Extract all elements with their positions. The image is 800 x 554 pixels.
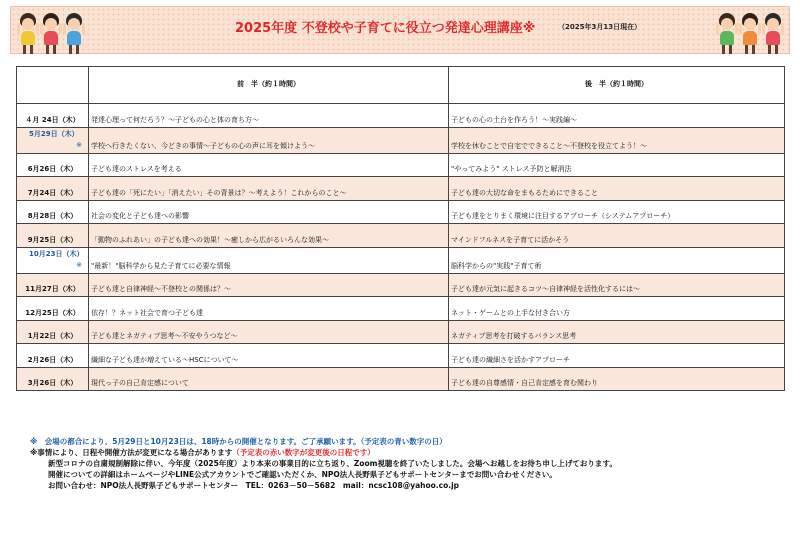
table-row <box>17 297 785 321</box>
session-date: 11月27日（木） <box>17 273 89 297</box>
table-row <box>17 127 785 153</box>
first-half-topic: 「動物のふれあい」の子ども達への効果！～癒しから広がるいろんな効果～ <box>89 224 449 248</box>
table-row <box>17 153 785 177</box>
first-half-topic: "最新！"脳科学から見た子育てに必要な情報 <box>89 247 449 273</box>
second-half-topic: 子ども達が元気に起きるコツ～自律神経を活性化するには～ <box>449 273 785 297</box>
note-mark: ※ <box>76 260 82 269</box>
note-schedule-change <box>30 447 770 458</box>
second-half-topic: ネット・ゲームとの上手な付き合い方 <box>449 297 785 321</box>
table-row <box>17 224 785 248</box>
child-figure <box>716 9 738 55</box>
table-row <box>17 367 785 391</box>
table-row <box>17 273 785 297</box>
session-date: 2月26日（木） <box>17 344 89 368</box>
session-date-text: 10月23日（木） <box>29 249 84 258</box>
first-half-topic: 発達心理って何だろう？～子どもの心と体の育ち方～ <box>89 104 449 128</box>
notes-section <box>30 436 770 491</box>
child-figure <box>40 9 62 55</box>
second-half-topic: マインドフルネスを子育てに活かそう <box>449 224 785 248</box>
session-date: 6月26日（木） <box>17 153 89 177</box>
second-half-topic: 子どもの心の土台を作ろう！～実践編～ <box>449 104 785 128</box>
child-figure <box>17 9 39 55</box>
note-red-date-explanation: （予定表の赤い数字が変更後の日程です） <box>232 448 375 457</box>
note-venue-time: ※ 会場の都合により、5月29日と10月23日は、18時からの開催となります。ご了承願います。（予定表の青い数字の日） <box>30 437 447 446</box>
note-details: 開催についての詳細はホームページやLINE公式アカウントでご確認いただくか、NPO法人長野県子どもサポートセンターまでお問い合わせください。 <box>48 470 557 479</box>
note-contact: お問い合わせ：NPO法人長野県子どもサポートセンター TEL：0263－50－5682 mail：ncsc108@yahoo.co.jp <box>48 481 460 490</box>
table-row <box>17 177 785 201</box>
children-illustration-right <box>716 9 785 55</box>
second-half-topic: 子ども達の繊細さを活かすアプローチ <box>449 344 785 368</box>
table-row <box>17 247 785 273</box>
session-date <box>17 127 89 153</box>
schedule-table <box>16 66 785 391</box>
second-half-topic: "やってみよう" ストレス予防と解消法 <box>449 153 785 177</box>
note-zoom-ended: 新型コロナの自粛規制解除に伴い、今年度（2025年度）より本来の事業目的に立ち返り、Zoom視聴を終了いたしました。会場へお越しをお待ち申し上げております。 <box>48 459 617 468</box>
first-half-topic: 現代っ子の自己肯定感について <box>89 367 449 391</box>
table-row <box>17 320 785 344</box>
session-date: 9月25日（木） <box>17 224 89 248</box>
first-half-topic: 依存！？ネット社会で育つ子ども達 <box>89 297 449 321</box>
session-date: 3月26日（木） <box>17 367 89 391</box>
second-half-topic: 脳科学からの"実践"子育て術 <box>449 247 785 273</box>
child-figure <box>63 9 85 55</box>
session-date: ４月 24日（木） <box>17 104 89 128</box>
session-date: 8月28日（木） <box>17 200 89 224</box>
child-figure <box>739 9 761 55</box>
second-half-topic: ネガティブ思考を打破するバランス思考 <box>449 320 785 344</box>
session-date <box>17 247 89 273</box>
session-date: 7月24日（木） <box>17 177 89 201</box>
as-of-date: （2025年3月13日現在） <box>558 23 642 31</box>
child-figure <box>762 9 784 55</box>
second-half-topic: 子ども達の自尊感情・自己肯定感を育む関わり <box>449 367 785 391</box>
table-header-second-half: 後 半（約１時間） <box>449 67 785 104</box>
second-half-topic: 学校を休むことで自宅でできること～不登校を役立てよう！～ <box>449 127 785 153</box>
second-half-topic: 子ども達をとりまく環境に注目するアプローチ（システムアプローチ） <box>449 200 785 224</box>
session-date: 12月25日（木） <box>17 297 89 321</box>
session-date-text: 5月29日（木） <box>29 129 79 138</box>
table-row <box>17 200 785 224</box>
table-header-first-half: 前 半（約１時間） <box>89 67 449 104</box>
table-header-date <box>17 67 89 104</box>
title-banner <box>10 6 790 54</box>
session-date: 1月22日（木） <box>17 320 89 344</box>
first-half-topic: 子ども達とネガティブ思考～不安やうつなど～ <box>89 320 449 344</box>
note-mark: ※ <box>76 140 82 149</box>
first-half-topic: 子ども達の「死にたい」「消えたい」その背景は？～考えよう！これからのこと～ <box>89 177 449 201</box>
first-half-topic: 子ども達と自律神経～不登校との関係は？～ <box>89 273 449 297</box>
first-half-topic: 繊細な子ども達が増えている～HSCについて～ <box>89 344 449 368</box>
first-half-topic: 子ども達のストレスを考える <box>89 153 449 177</box>
table-row <box>17 344 785 368</box>
first-half-topic: 社会の変化と子ども達への影響 <box>89 200 449 224</box>
children-illustration-left <box>17 9 86 55</box>
table-row <box>17 104 785 128</box>
note-schedule-change-text: ※事情により、日程や開催方法が変更になる場合があります <box>30 448 233 457</box>
second-half-topic: 子ども達の大切な命をまもるためにできること <box>449 177 785 201</box>
first-half-topic: 学校へ行きたくない、今どきの事情～子どもの心の声に耳を傾けよう～ <box>89 127 449 153</box>
page-title: 2025年度 不登校や子育てに役立つ発達心理講座※ <box>235 21 536 36</box>
